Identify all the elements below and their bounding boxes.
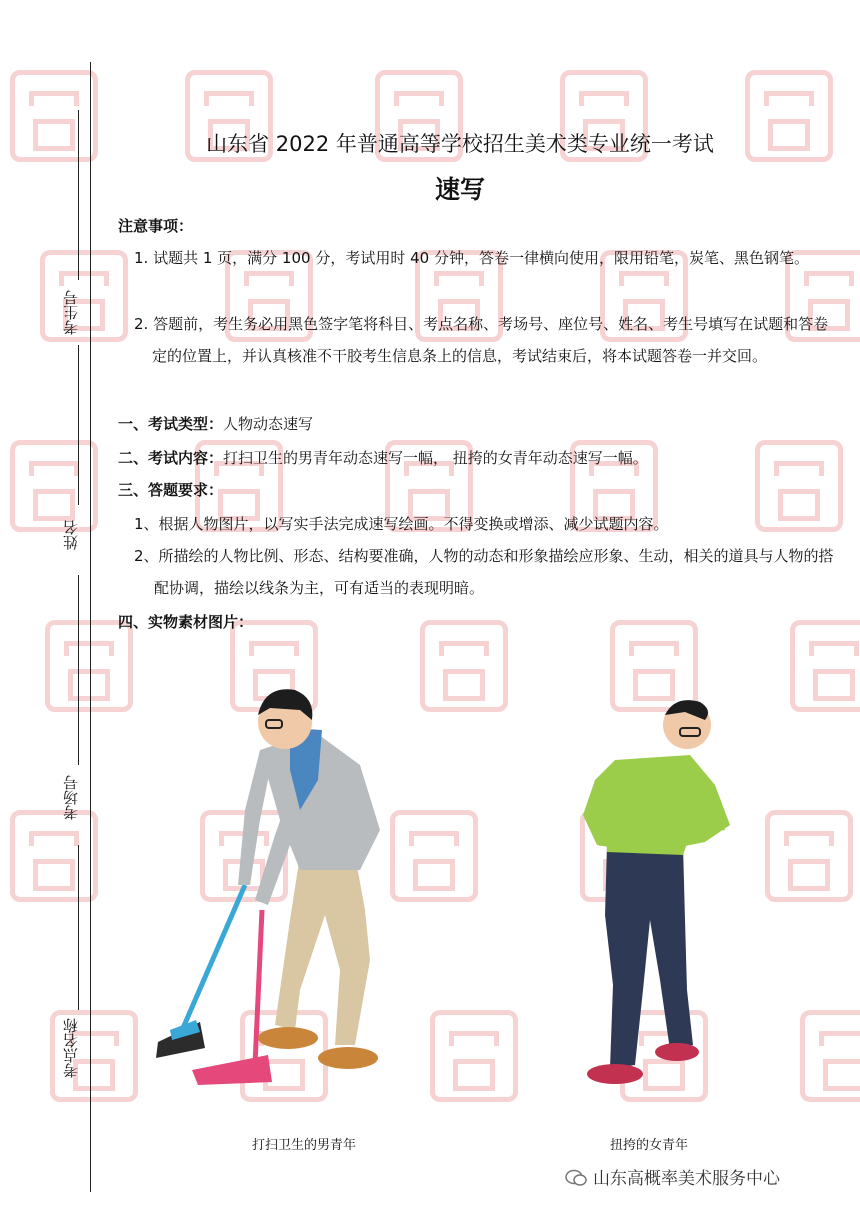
notice-item-2: 2. 答题前，考生务必用黑色签字笔将科目、考点名称、考场号、座位号、姓名、考生号填写在试题和答卷定的位置上，并认真核准不干胶考生信息条上的信息，考试结束后，将本试题答卷一并交回。: [134, 315, 829, 365]
candidate-number-label: 考生号: [62, 290, 80, 335]
room-number-label: 考场号: [62, 775, 80, 820]
notice-block: [118, 210, 808, 242]
exam-type-line: [118, 408, 808, 440]
watermark-tile: [800, 1010, 860, 1130]
watermark-seal-icon: [800, 1010, 860, 1102]
navy-jeans: [605, 845, 693, 1068]
watermark-tile: [10, 440, 106, 560]
watermark-tile: [10, 810, 106, 930]
requirement-1: 1、根据人物图片，以写实手法完成速写绘画。不得变换或增添、减少试题内容。: [134, 515, 669, 533]
exam-content-value: 打扫卫生的男青年动态速写一幅， 扭挎的女青年动态速写一幅。: [223, 449, 648, 467]
exam-type-value: 人物动态速写: [223, 415, 314, 433]
footer-account-name: 山东高概率美术服务中心: [593, 1169, 780, 1189]
watermark-tile: [765, 810, 860, 930]
watermark-seal-icon: [10, 70, 98, 162]
exam-subject: 速写: [434, 175, 485, 204]
watermark-tile: [430, 1010, 526, 1130]
watermark-tile: [10, 70, 106, 190]
watermark-seal-icon: [765, 810, 853, 902]
exam-type-label: 一、考试类型：: [118, 415, 224, 433]
exam-content-line: [118, 442, 808, 474]
requirement-2: 2、所描绘的人物比例、形态、结构要准确，人物的动态和形象描绘应形象、生动，相关的道具与人物的搭配协调，描绘以线条为主，可有适当的表现明暗。: [134, 547, 834, 597]
exam-title: 山东省 2022 年普通高等学校招生美术类专业统一考试: [206, 132, 714, 156]
notice-item-1: 1. 试题共 1 页，满分 100 分，考试用时 40 分钟，答卷一律横向使用，限用铅笔，炭笔、黑色钢笔。: [134, 249, 809, 267]
posing-woman-photo: [565, 690, 755, 1090]
exam-content-label: 二、考试内容：: [118, 449, 224, 467]
room-number-underline: [78, 575, 79, 765]
right-figure-caption: 扭挎的女青年: [610, 1138, 689, 1153]
watermark-tile: [790, 620, 860, 740]
candidate-number-underline: [78, 110, 79, 280]
requirements-heading-line: [118, 474, 808, 506]
notice-heading: 注意事项：: [118, 217, 194, 235]
site-name-underline: [78, 845, 79, 1010]
watermark-tile: [45, 620, 141, 740]
wechat-icon: [565, 1169, 587, 1187]
left-figure-caption: 打扫卫生的男青年: [252, 1138, 357, 1153]
khaki-pants: [275, 855, 370, 1045]
materials-label: 四、实物素材图片：: [118, 613, 254, 631]
binding-line: [90, 62, 91, 1192]
watermark-seal-icon: [10, 440, 98, 532]
requirements-label: 三、答题要求：: [118, 481, 224, 499]
name-label: 姓名: [62, 520, 80, 550]
sweeping-man-photo: [150, 670, 410, 1090]
watermark-seal-icon: [430, 1010, 518, 1102]
watermark-seal-icon: [10, 810, 98, 902]
watermark-tile: [420, 620, 516, 740]
broom-handle: [180, 885, 245, 1035]
materials-heading-line: [118, 606, 808, 638]
footer-account: [565, 1164, 780, 1189]
name-underline: [78, 345, 79, 505]
dustpan: [192, 1055, 272, 1085]
site-name-label: 考点名称: [62, 1018, 80, 1078]
